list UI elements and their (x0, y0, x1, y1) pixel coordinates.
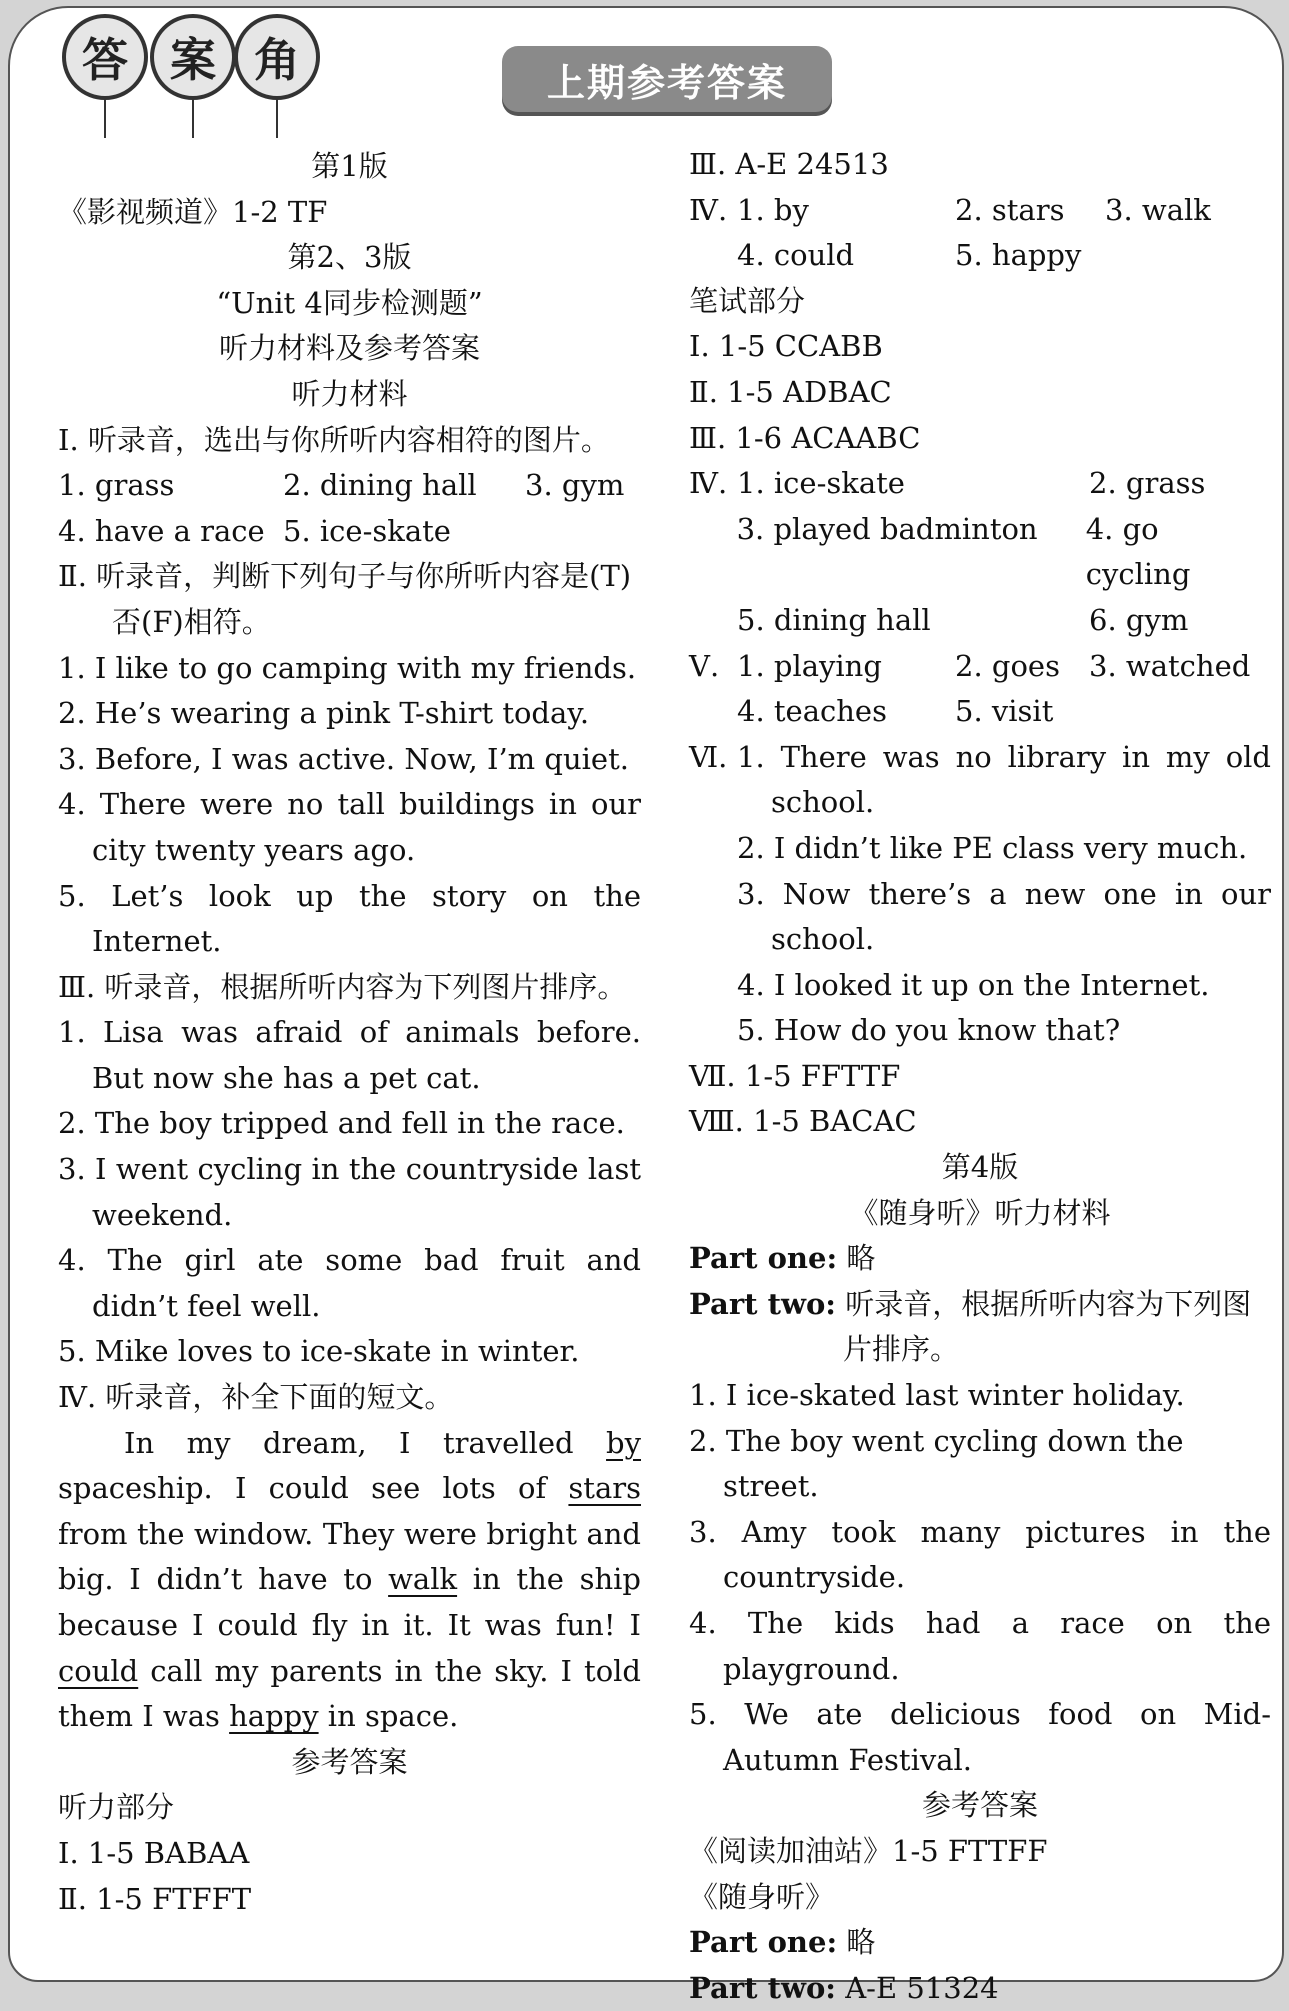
list-item: 1. There was no library in my old school. (737, 739, 1271, 820)
blank-answer: could (58, 1653, 139, 1688)
answer-line: Ⅶ. 1-5 FFTTF (689, 1058, 901, 1093)
list-item: 2. He’s wearing a pink T-shirt today. (58, 696, 590, 731)
list-item: 5. dining hall (737, 602, 931, 637)
list-item: 4. There were no tall buildings in our city twenty years ago. (58, 787, 641, 867)
list-item: 3. Amy took many pictures in the countryside. (689, 1514, 1271, 1595)
list-item: 2. goes (955, 648, 1060, 683)
list-item: 5. How do you know that? (737, 1013, 1121, 1048)
word-row (58, 463, 641, 509)
answer-grid-row (689, 507, 1271, 598)
answer-grid-row (689, 233, 1271, 279)
part-line: Part one: 略 (689, 1925, 876, 1960)
logo-balloon-2: 案 (150, 14, 236, 100)
question-heading: Ⅳ. 听录音，补全下面的短文。 (58, 1380, 454, 1415)
answer-line: Ⅱ. 1-5 ADBAC (689, 374, 892, 409)
answer-line: Ⅲ. 1-6 ACAABC (689, 420, 921, 455)
part-line: Part two: A-E 51324 (689, 1970, 999, 2005)
list-item: 2. dining hall (283, 468, 477, 503)
list-item: 4. The girl ate some bad fruit and didn’t feel well. (58, 1243, 641, 1323)
list-item: 1. Lisa was afraid of animals before. But now she has a pet cat. (58, 1015, 641, 1095)
page-title-banner: 上期参考答案 (502, 46, 832, 112)
answer-grid-row: Ⅴ. 1. playing 2. goes 3. watched (689, 644, 1271, 690)
section-title: 听力材料及参考答案 (218, 331, 480, 366)
section-title: 第2、3版 (287, 240, 412, 275)
list-item: 3. Now there’s a new one in our school. (737, 876, 1271, 957)
right-column (689, 142, 1271, 2011)
answer-line: Ⅰ. 1-5 BABAA (58, 1835, 250, 1870)
section-title: 第4版 (941, 1150, 1019, 1185)
answer-grid-row: Ⅵ. 1. There was no library in my old school. 2. I didn’t like PE class very much. 3. Now there’s a new one in our school. 4. I looked it up on the Internet. 5. How do you know that? (689, 735, 1271, 1054)
list-item: 5. happy (955, 238, 1082, 273)
cloze-passage: In my dream, I travelled by spaceship. I could see lots of stars from the window. They were bright and big. I didn’t have to walk in the ship because I could fly in it. It was fun! I could call my parents in the sky. I told them I was happy in space. (58, 1425, 641, 1734)
answer-page (8, 6, 1284, 2005)
list-item: 4. could (737, 238, 855, 273)
list-item: 4. I looked it up on the Internet. (737, 967, 1210, 1002)
list-item: 5. ice-skate (283, 513, 451, 548)
part-heading: 笔试部分 (689, 283, 806, 318)
question-heading: Ⅰ. 听录音，选出与你所听内容相符的图片。 (58, 422, 610, 457)
logo-balloon-1: 答 (62, 14, 148, 100)
list-item: 2. The boy tripped and fell in the race. (58, 1106, 625, 1141)
answer-corner-logo (10, 8, 330, 128)
list-item: 3. Before, I was active. Now, I’m quiet. (58, 741, 629, 776)
answer-line: 《阅读加油站》1-5 FTTFF (689, 1833, 1048, 1868)
list-item: 1. playing (737, 648, 882, 683)
list-item: 4. The kids had a race on the playground. (689, 1606, 1271, 1686)
list-item: 3. I went cycling in the countryside last weekend. (58, 1152, 641, 1232)
section-subtitle: 《随身听》听力材料 (849, 1195, 1111, 1230)
part-heading: 听力部分 (58, 1790, 175, 1825)
answer-grid-row (689, 689, 1271, 735)
list-item: 3. played badminton (736, 511, 1038, 546)
list-item: 1. by (737, 192, 809, 227)
list-item: 4. have a race (58, 513, 265, 548)
part-line: Part one: 略 (689, 1241, 876, 1276)
logo-balloon-3: 角 (234, 14, 320, 100)
list-item: 5. Mike loves to ice-skate in winter. (58, 1334, 580, 1369)
list-item: 5. We ate delicious food on Mid-Autumn Festival. (689, 1697, 1271, 1777)
answer-line: Ⅷ. 1-5 BACAC (689, 1104, 917, 1139)
list-item: 4. teaches (737, 694, 887, 729)
list-item: 2. grass (1089, 466, 1206, 501)
word-row (58, 509, 641, 555)
list-item: 1. I like to go camping with my friends. (58, 650, 637, 685)
answer-line: Ⅱ. 1-5 FTFFT (58, 1881, 252, 1916)
question-heading: Ⅱ. 听录音，判断下列句子与你所听内容是(T)否(F)相符。 (58, 559, 632, 639)
answer-line: 《影视频道》1-2 TF (58, 194, 328, 229)
answer-grid-row: Ⅳ. 1. ice-skate 2. grass (689, 461, 1271, 507)
answer-grid-row: Ⅳ. 1. by 2. stars 3. walk (689, 188, 1271, 234)
list-item: 5. Let’s look up the story on the Internet. (58, 878, 641, 959)
answer-line: Ⅲ. A-E 24513 (689, 147, 889, 181)
list-item: 4. go cycling (1085, 511, 1191, 592)
list-item: 1. grass (58, 468, 175, 503)
list-item: 2. stars (955, 192, 1065, 227)
section-title: 参考答案 (291, 1744, 408, 1779)
left-column (58, 144, 641, 1922)
answer-grid-row (689, 598, 1271, 644)
section-subtitle: 听力材料 (291, 376, 408, 411)
list-item: 6. gym (1089, 602, 1189, 637)
blank-answer: happy (229, 1699, 319, 1734)
list-item: 1. ice-skate (737, 466, 905, 501)
answer-line: 《随身听》 (689, 1879, 835, 1914)
section-title: 第1版 (311, 149, 388, 183)
list-item: 2. I didn’t like PE class very much. (737, 830, 1248, 865)
section-title: “Unit 4同步检测题” (216, 285, 483, 320)
list-item: 3. gym (525, 468, 625, 503)
question-heading: Ⅲ. 听录音，根据所听内容为下列图片排序。 (58, 969, 627, 1004)
list-item: 5. visit (955, 694, 1054, 729)
part-line: Part two: 听录音，根据所听内容为下列图片排序。 (689, 1286, 1252, 1367)
blank-answer: by (606, 1425, 641, 1460)
blank-answer: walk (388, 1562, 458, 1597)
list-item: 1. I ice-skated last winter holiday. (689, 1378, 1185, 1413)
blank-answer: stars (568, 1471, 641, 1506)
list-item: 3. walk (1105, 192, 1211, 227)
list-item: 3. watched (1089, 648, 1251, 683)
list-item: 2. The boy went cycling down the street. (689, 1423, 1184, 1504)
section-title: 参考答案 (921, 1788, 1038, 1823)
answer-line: Ⅰ. 1-5 CCABB (689, 329, 883, 364)
